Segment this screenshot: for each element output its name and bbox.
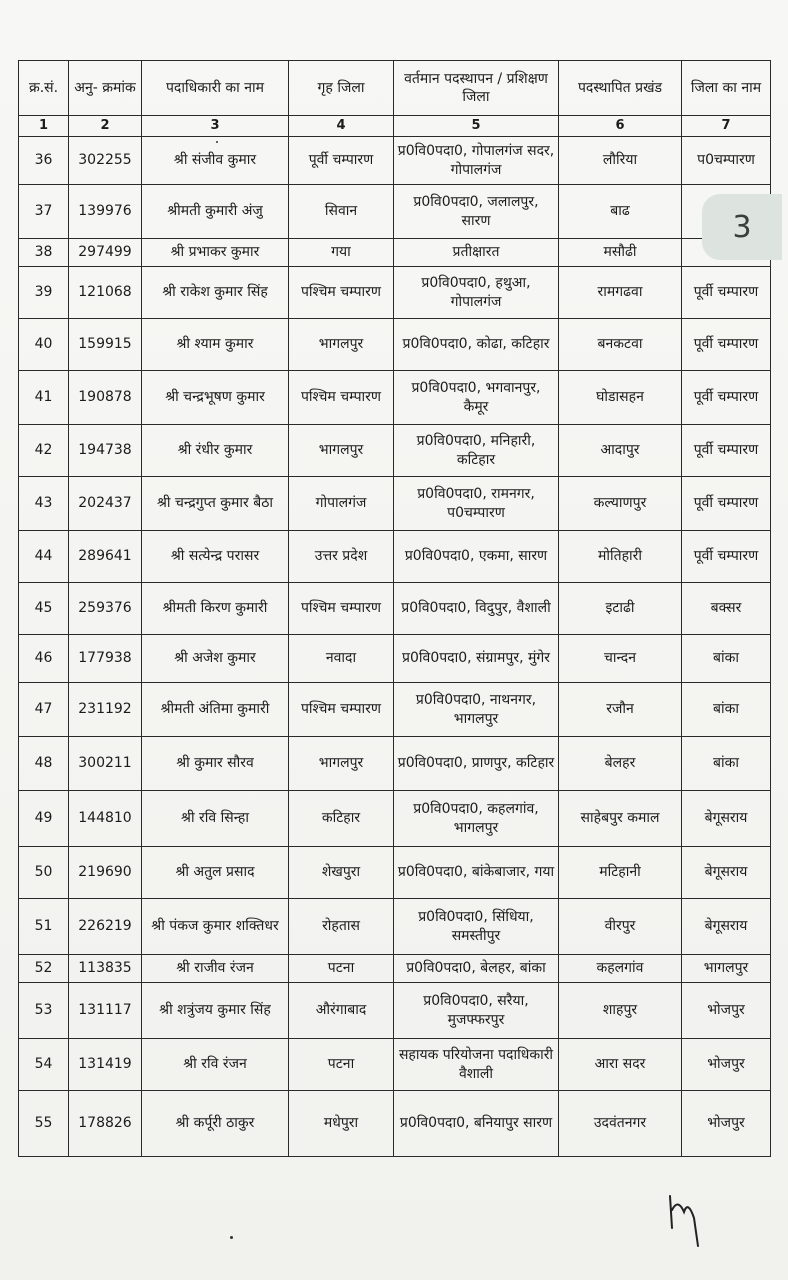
column-number: 2 [69,116,142,137]
posted-block-cell: इटाढी [559,583,682,635]
serial-number-cell: 38 [19,239,69,267]
column-number: 1 [19,116,69,137]
current-posting-cell: सहायक परियोजना पदाधिकारी वैशाली [394,1039,559,1091]
table-row [19,1039,771,1091]
serial-number-cell: 48 [19,737,69,791]
employee-number-cell: 131419 [69,1039,142,1091]
posted-block-cell: मसौढी [559,239,682,267]
table-row [19,267,771,319]
table-header-row [19,61,771,116]
employee-number-cell: 297499 [69,239,142,267]
officer-name-cell: श्रीमती अंतिमा कुमारी [142,683,289,737]
header-serial: क्र.सं. [19,61,69,116]
column-number: 5 [394,116,559,137]
district-name-cell: बांका [682,737,771,791]
home-district-cell: पटना [289,955,394,983]
employee-number-cell: 177938 [69,635,142,683]
serial-number-cell: 49 [19,791,69,847]
column-number: 7 [682,116,771,137]
current-posting-cell: प्र0वि0पदा0, बांकेबाजार, गया [394,847,559,899]
posted-block-cell: घोडासहन [559,371,682,425]
header-home-district: गृह जिला [289,61,394,116]
current-posting-cell: प्र0वि0पदा0, मनिहारी, कटिहार [394,425,559,477]
table-row [19,425,771,477]
employee-number-cell: 178826 [69,1091,142,1157]
column-number: 4 [289,116,394,137]
officer-name-cell: श्री कर्पूरी ठाकुर [142,1091,289,1157]
home-district-cell: भागलपुर [289,319,394,371]
officer-name-cell: श्री पंकज कुमार शक्तिधर [142,899,289,955]
header-employee-number: अनु- क्रमांक [69,61,142,116]
employee-number-cell: 139976 [69,185,142,239]
home-district-cell: पश्चिम चम्पारण [289,371,394,425]
home-district-cell: सिवान [289,185,394,239]
home-district-cell: पश्चिम चम्पारण [289,683,394,737]
table-row [19,791,771,847]
current-posting-cell: प्र0वि0पदा0, भगवानपुर, कैमूर [394,371,559,425]
current-posting-cell: प्र0वि0पदा0, बेलहर, बांका [394,955,559,983]
current-posting-cell: प्र0वि0पदा0, संग्रामपुर, मुंगेर [394,635,559,683]
serial-number-cell: 42 [19,425,69,477]
current-posting-cell: प्र0वि0पदा0, हथुआ, गोपालगंज [394,267,559,319]
employee-number-cell: 131117 [69,983,142,1039]
current-posting-cell: प्र0वि0पदा0, सिंधिया, समस्तीपुर [394,899,559,955]
home-district-cell: पटना [289,1039,394,1091]
posted-block-cell: उदवंतनगर [559,1091,682,1157]
serial-number-cell: 53 [19,983,69,1039]
serial-number-cell: 51 [19,899,69,955]
table-row [19,477,771,531]
posted-block-cell: बाढ [559,185,682,239]
home-district-cell: कटिहार [289,791,394,847]
current-posting-cell: प्र0वि0पदा0, प्राणपुर, कटिहार [394,737,559,791]
posted-block-cell: साहेबपुर कमाल [559,791,682,847]
home-district-cell: पूर्वी चम्पारण [289,137,394,185]
table-row [19,847,771,899]
serial-number-cell: 44 [19,531,69,583]
current-posting-cell: प्र0वि0पदा0, बनियापुर सारण [394,1091,559,1157]
district-name-cell: बेगूसराय [682,847,771,899]
serial-number-cell: 50 [19,847,69,899]
posted-block-cell: कहलगांव [559,955,682,983]
officer-name-cell: श्रीमती किरण कुमारी [142,583,289,635]
page-number-badge: 3 [702,194,782,260]
table-row [19,371,771,425]
header-current-posting: वर्तमान पदस्थापन / प्रशिक्षण जिला [394,61,559,116]
serial-number-cell: 39 [19,267,69,319]
serial-number-cell: 37 [19,185,69,239]
table-row [19,955,771,983]
employee-number-cell: 202437 [69,477,142,531]
posted-block-cell: बनकटवा [559,319,682,371]
employee-number-cell: 302255 [69,137,142,185]
serial-number-cell: 40 [19,319,69,371]
district-name-cell: बेगूसराय [682,791,771,847]
serial-number-cell: 47 [19,683,69,737]
posted-block-cell: आरा सदर [559,1039,682,1091]
district-name-cell: भोजपुर [682,1091,771,1157]
employee-number-cell: 121068 [69,267,142,319]
district-name-cell: भोजपुर [682,983,771,1039]
posted-block-cell: वीरपुर [559,899,682,955]
serial-number-cell: 52 [19,955,69,983]
current-posting-cell: प्र0वि0पदा0, रामनगर, प0चम्पारण [394,477,559,531]
district-name-cell: भोजपुर [682,1039,771,1091]
district-name-cell: बांका [682,683,771,737]
posted-block-cell: कल्याणपुर [559,477,682,531]
header-posted-block: पदस्थापित प्रखंड [559,61,682,116]
serial-number-cell: 45 [19,583,69,635]
employee-number-cell: 231192 [69,683,142,737]
officer-name-cell: श्री रवि रंजन [142,1039,289,1091]
officer-name-cell: श्री रवि सिन्हा [142,791,289,847]
district-name-cell: भागलपुर [682,955,771,983]
home-district-cell: गया [289,239,394,267]
serial-number-cell: 36 [19,137,69,185]
district-name-cell: पूर्वी चम्पारण [682,371,771,425]
home-district-cell: रोहतास [289,899,394,955]
home-district-cell: शेखपुरा [289,847,394,899]
serial-number-cell: 41 [19,371,69,425]
posted-block-cell: चान्दन [559,635,682,683]
serial-number-cell: 55 [19,1091,69,1157]
current-posting-cell: प्र0वि0पदा0, सरैया, मुजफ्फरपुर [394,983,559,1039]
home-district-cell: पश्चिम चम्पारण [289,583,394,635]
home-district-cell: औरंगाबाद [289,983,394,1039]
posted-block-cell: रजौन [559,683,682,737]
home-district-cell: गोपालगंज [289,477,394,531]
district-name-cell: बांका [682,635,771,683]
table-body [19,137,771,1157]
current-posting-cell: प्र0वि0पदा0, कहलगांव, भागलपुर [394,791,559,847]
officer-name-cell: श्री अतुल प्रसाद [142,847,289,899]
employee-number-cell: 144810 [69,791,142,847]
posted-block-cell: मोतिहारी [559,531,682,583]
table-row [19,737,771,791]
handwritten-signature-mark [664,1188,708,1252]
table-row [19,239,771,267]
officer-name-cell: श्री रंधीर कुमार [142,425,289,477]
table-row [19,683,771,737]
employee-number-cell: 226219 [69,899,142,955]
table-row [19,1091,771,1157]
district-name-cell: पूर्वी चम्पारण [682,425,771,477]
district-name-cell: पूर्वी चम्पारण [682,477,771,531]
home-district-cell: भागलपुर [289,425,394,477]
home-district-cell: मधेपुरा [289,1091,394,1157]
officer-name-cell: श्री सत्येन्द्र परासर [142,531,289,583]
current-posting-cell: प्र0वि0पदा0, नाथनगर, भागलपुर [394,683,559,737]
current-posting-cell: प्र0वि0पदा0, जलालपुर, सारण [394,185,559,239]
posted-block-cell: आदापुर [559,425,682,477]
table-row [19,319,771,371]
table-row [19,185,771,239]
table-row [19,635,771,683]
officer-name-cell: श्री राकेश कुमार सिंह [142,267,289,319]
current-posting-cell: प्र0वि0पदा0, कोढा, कटिहार [394,319,559,371]
officer-posting-table [18,60,771,1157]
officer-name-cell: श्री अजेश कुमार [142,635,289,683]
current-posting-cell: प्र0वि0पदा0, एकमा, सारण [394,531,559,583]
serial-number-cell: 43 [19,477,69,531]
district-name-cell: पूर्वी चम्पारण [682,267,771,319]
district-name-cell: बक्सर [682,583,771,635]
officer-name-cell: श्री संजीव कुमार [142,137,289,185]
posted-block-cell: लौरिया [559,137,682,185]
table-row [19,899,771,955]
header-officer-name: पदाधिकारी का नाम [142,61,289,116]
current-posting-cell: प्र0वि0पदा0, विदुपुर, वैशाली [394,583,559,635]
officer-name-cell: श्री शत्रुंजय कुमार सिंह [142,983,289,1039]
table-row [19,137,771,185]
column-number-row [19,116,771,137]
employee-number-cell: 113835 [69,955,142,983]
posted-block-cell: बेलहर [559,737,682,791]
district-name-cell: प0चम्पारण [682,137,771,185]
officer-name-cell: श्री राजीव रंजन [142,955,289,983]
current-posting-cell: प्र0वि0पदा0, गोपालगंज सदर, गोपालगंज [394,137,559,185]
employee-number-cell: 194738 [69,425,142,477]
employee-number-cell: 300211 [69,737,142,791]
district-name-cell: पूर्वी चम्पारण [682,319,771,371]
header-district-name: जिला का नाम [682,61,771,116]
officer-name-cell: श्री कुमार सौरव [142,737,289,791]
officer-name-cell: श्री चन्द्रभूषण कुमार [142,371,289,425]
table-row [19,583,771,635]
home-district-cell: पश्चिम चम्पारण [289,267,394,319]
ink-dot [216,141,218,143]
employee-number-cell: 259376 [69,583,142,635]
officer-name-cell: श्री प्रभाकर कुमार [142,239,289,267]
posted-block-cell: रामगढवा [559,267,682,319]
employee-number-cell: 159915 [69,319,142,371]
column-number: 6 [559,116,682,137]
home-district-cell: उत्तर प्रदेश [289,531,394,583]
home-district-cell: भागलपुर [289,737,394,791]
employee-number-cell: 190878 [69,371,142,425]
serial-number-cell: 46 [19,635,69,683]
employee-number-cell: 289641 [69,531,142,583]
district-name-cell: पूर्वी चम्पारण [682,531,771,583]
serial-number-cell: 54 [19,1039,69,1091]
current-posting-cell: प्रतीक्षारत [394,239,559,267]
table-row [19,983,771,1039]
employee-number-cell: 219690 [69,847,142,899]
officer-name-cell: श्रीमती कुमारी अंजु [142,185,289,239]
ink-dot [230,1236,233,1239]
column-number: 3 [142,116,289,137]
home-district-cell: नवादा [289,635,394,683]
district-name-cell: बेगूसराय [682,899,771,955]
table-row [19,531,771,583]
posted-block-cell: शाहपुर [559,983,682,1039]
officer-name-cell: श्री चन्द्रगुप्त कुमार बैठा [142,477,289,531]
officer-name-cell: श्री श्याम कुमार [142,319,289,371]
posted-block-cell: मटिहानी [559,847,682,899]
